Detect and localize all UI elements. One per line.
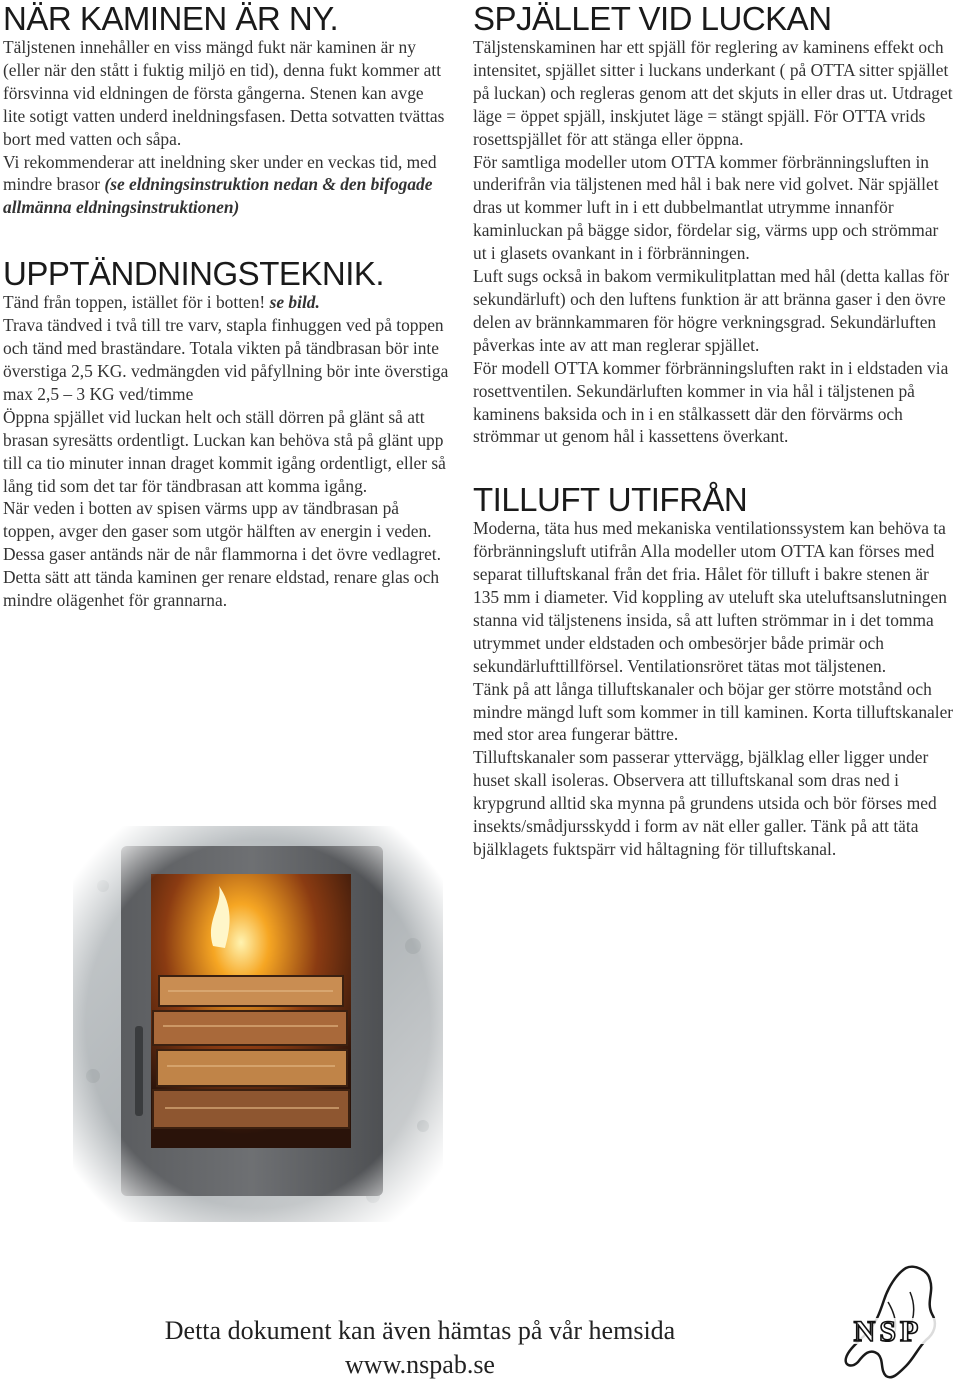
paragraph-secondary-air: Luft sugs också in bakom vermikulitplattan med hål (detta kallas för sekundärluft) och den luftens funktion är att bränna gaser i den övre delen av brännkammaren för högre verkningsgrad. Sekundärluften påverkas inte av att man reglerar spjället.: [473, 266, 950, 355]
paragraph-channel-length: Tänk på att långa tilluftskanaler och böjar ger större motstånd och mindre mängd luft som kommer in till kaminen. Korta tilluftskanaler med stor area fungerar bättre.: [473, 678, 954, 745]
see-picture-ref: se bild.: [269, 292, 320, 313]
paragraph-stacking: Trava tändved i två till tre varv, stapla finhuggen ved på toppen och tänd med braständare. Totala vikten på tändbrasan bör inte överstiga 2,5 KG. vedmängden vid påfyllning bör inte överstiga max 2,5 – 3 KG ved/timme: [3, 315, 449, 404]
heading-damper: SPJÄLLET VID LUCKAN: [473, 0, 832, 37]
recommendation-reference: (se eldningsinstruktion nedan & den bifogade allmänna eldningsinstruktionen): [3, 174, 433, 218]
light-from-top-text: Tänd från toppen, istället för i botten!: [3, 292, 270, 313]
heading-new-stove: NÄR KAMINEN ÄR NY.: [3, 0, 339, 37]
footer-text: Detta dokument kan även hämtas på vår hemsida: [164, 1316, 676, 1345]
stove-photo: [73, 826, 443, 1222]
footer-url[interactable]: www.nspab.se: [345, 1350, 495, 1379]
paragraph-combustion-air: För samtliga modeller utom OTTA kommer förbränningsluften in underifrån via täljstenen med hål i bak nere vid golvet. När spjället dras ut kommer luft in i ett dubbelmantlat utrymme innanför kaminluckan på bägge sidor, fördelar sig, värms upp och strömmar ut i glasets ovankant in i förbränningen.: [473, 151, 939, 264]
paragraph-moisture: Täljstenen innehåller en viss mängd fukt när kaminen är ny (eller när den stått i fuktig miljö en tid), denna fukt kommer att försvinna vid eldningen de första gångerna. Stenen kan avge lite sotigt vatten underd ineldningsfasen. Detta sotvatten tvättas bort med vatten och såpa.: [3, 37, 445, 149]
left-column: [3, 0, 449, 612]
nsp-logo-icon: [818, 1262, 958, 1384]
paragraph-recommendation: [3, 151, 449, 220]
heading-ignition-technique: UPPTÄNDNINGSTEKNIK.: [3, 255, 385, 293]
paragraph-gases: När veden i botten av spisen värms upp av tändbrasan på toppen, avger den gaser som utgör hälften av energin i veden. Dessa gaser antänds när de når flammorna i det övre vedlagret. Detta sätt att tända kaminen ger renare eldstad, renare glas och mindre olägenhet för grannarna.: [3, 498, 441, 611]
recommendation-text: Vi rekommenderar att ineldning sker under en veckas tid, med mindre brasor: [3, 151, 437, 195]
paragraph-open-damper: Öppna spjället vid luckan helt och ställ dörren på glänt så att brasan syresätts ordentligt. Luckan kan behöva stå på glänt upp till ca tio minuter innan draget kommit igång ordentligt, eller så lång tid som det tar för tändbrasan att komma igång.: [3, 406, 446, 496]
right-column: [473, 0, 955, 861]
svg-text:NSP: NSP: [853, 1315, 923, 1348]
paragraph-insulation: Tilluftskanaler som passerar yttervägg, bjälklag eller ligger under huset skall isoleras. Observera att tilluftskanal som dras ned i krypgrund alltid ska mynna på grundens utsida och bör förses med insekts/smådjursskydd i form av nät eller galler. Tänk på att täta bjälklagets fuktspärr vid håltagning för tilluftskanal.: [473, 747, 937, 859]
heading-outside-air: TILLUFT UTIFRÅN: [473, 481, 748, 519]
paragraph-damper-regulation: Täljstenskaminen har ett spjäll för reglering av kaminens effekt och intensitet, spjället sitter i luckans underkant ( på OTTA sitter spjället på luckan) och regleras genom att det skjuts in eller dras ut. Utdraget läge = öppet spjäll, inskjutet läge = stängt spjäll. För OTTA vrids rosettspjället för att stänga eller öppna.: [473, 37, 953, 149]
paragraph-light-from-top: [3, 291, 449, 314]
paragraph-outside-air: Moderna, täta hus med mekaniska ventilationssystem kan behöva ta förbränningsluft utifrån Alla modeller utom OTTA kan förses med separat tilluftskanal från det fria. Hålet för tilluft i bakre stenen är 135 mm i diameter. Vid koppling av uteluft ska uteluftsanslutningen stanna vid täljstenens insida, så att luften strömmar in i det tomma utrymmet under eldstaden och ombesörjer både primär och sekundärlufttillförsel. Ventilationsröret tätas mot täljstenen.: [473, 518, 947, 676]
paragraph-otta-air: För modell OTTA kommer förbränningsluften rakt in i eldstaden via rosettventilen. Sekundärluften kommer in via hål i täljstenen på kaminens baksida och in i en stålkassett där den förvärms och strömmar ut genom hål i kassettens överkant.: [473, 357, 949, 447]
